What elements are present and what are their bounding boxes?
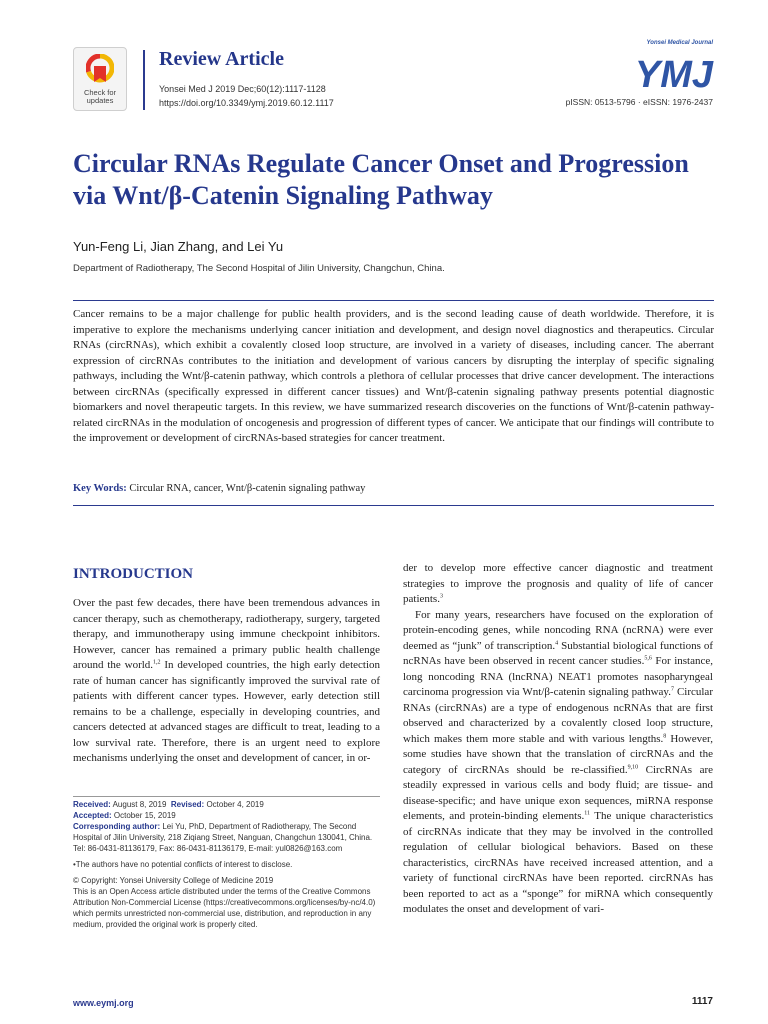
abstract-bottom-rule	[73, 505, 714, 506]
paragraph-text: CircRNAs are steadily expressed in various cells and body fluid; are tissue- and disease-specific; and have unique exon sequences, miRNA response elements, and protein-binding elements.	[403, 763, 713, 822]
journal-name: Yonsei Medical Journal	[646, 40, 713, 46]
header-divider	[143, 50, 145, 110]
badge-line-2: updates	[86, 96, 114, 105]
article-type: Review Article	[159, 48, 284, 70]
footnotes	[73, 799, 383, 935]
citation-marker[interactable]: 3	[439, 593, 443, 600]
affiliation: Department of Radiotherapy, The Second Hospital of Jilin University, Changchun, China.	[73, 263, 445, 274]
ymj-logo	[620, 43, 715, 93]
keywords	[73, 483, 365, 494]
conflict-statement: •The authors have no potential conflicts of interest to disclose.	[73, 860, 293, 869]
paragraph-text: In developed countries, the high early detection rate of human cancer has significantly improved the survival rate of patients with different cancer types. However, early detection still remains to be a challenge, especially in developing countries, and cancers detected at advanced stages are difficult to treat, leading to a low survival rate. Therefore, there is an urgent need to explore mechanisms underlying the onset and development of cancer, in or-	[73, 659, 381, 764]
citation-marker[interactable]: 4	[555, 639, 559, 646]
footnote-rule	[73, 796, 380, 797]
abstract-top-rule	[73, 300, 714, 301]
paragraph-text: For instance, long noncoding RNA (lncRNA) NEAT1 promotes nasopharyngeal carcinoma progression via Wnt/β-catenin signaling pathway.	[403, 655, 713, 698]
received-date: August 8, 2019	[110, 800, 167, 809]
intro-right-paragraph-2	[403, 608, 713, 918]
abstract: Cancer remains to be a major challenge for public health providers, and is the second leading cause of death worldwide. Therefore, it is imperative to explore the mechanisms underlying cancer initiation and development, and design novel diagnostics and therapeutics. Circular RNAs (circRNAs), which exhibit a covalently closed loop structure, are involved in a variety of diseases, including cancer. The aberrant expression of circRNAs contributes to the initiation and development of various cancers by disrupting the interplay of specific signaling pathways, including the Wnt/β-catenin pathway, which controls a plethora of cellular processes that drive cancer development. The interactions between circRNAs (specifically expressed in different cancer tissues) and Wnt/β-catenin signaling pathway presents potential diagnostic biomarkers and novel therapeutic targets. In this review, we have summarized research discoveries on the functions of Wnt/β-catenin pathway-related circRNAs in the modulation of oncogenesis and progression of different types of cancer. We anticipate that our findings will contribute to the improvement or development of circRNAs-based strategies for cancer treatment.	[73, 308, 714, 444]
paragraph-text: Over the past few decades, there have been tremendous advances in cancer therapy, such as chemotherapy, radiotherapy, surgery, targeted therapy, and immunotherapy using immune checkpoint inhibitors. However, cancer has remained a primary public health challenge around the world.	[73, 597, 380, 671]
check-for-updates-badge[interactable]	[73, 47, 127, 111]
citation-block	[159, 82, 334, 110]
citation-marker[interactable]: 5,6	[644, 655, 652, 662]
accepted-label: Accepted:	[73, 811, 112, 820]
accepted-line	[73, 810, 383, 821]
paragraph-text: Circular RNAs (circRNAs) are a type of endogenous ncRNAs that are first observed and characterized by a covalently closed loop structure, which makes them more stable and with various lengths.	[403, 686, 713, 745]
article-title: Circular RNAs Regulate Cancer Onset and Progression via Wnt/β-Catenin Signaling Pathway	[73, 149, 689, 210]
copyright-title: © Copyright: Yonsei University College of Medicine 2019	[73, 876, 274, 885]
keywords-text: Circular RNA, cancer, Wnt/β-catenin signaling pathway	[126, 483, 366, 494]
journal-website-link[interactable]: www.eymj.org	[73, 998, 134, 1008]
intro-left-paragraph	[73, 596, 380, 767]
section-heading-introduction: INTRODUCTION	[73, 566, 194, 582]
citation-marker[interactable]: 11	[584, 810, 591, 817]
badge-line-1: Check for	[83, 88, 117, 97]
paragraph-text: The unique characteristics of circRNAs indicate that they may be involved in the controlled regulation of cellular biological behaviors. Based on these characteristics, circRNAs have received increased attention, and a variety of functional circRNAs have been reported. circRNAs has been reported to act as a “sponge” for miRNA which consequently modulates the onset and development of vari-	[403, 810, 713, 915]
citation-marker[interactable]: 1,2	[153, 659, 161, 666]
received-line	[73, 799, 383, 810]
paragraph-text: der to develop more effective cancer diagnostic and treatment strategies to improve the prognosis and quality of life of cancer patients.	[403, 562, 713, 605]
page-number: 1117	[691, 996, 713, 1007]
received-label: Received:	[73, 800, 111, 809]
keywords-label: Key Words:	[73, 483, 127, 494]
corresponding-author-label: Corresponding author:	[73, 822, 161, 831]
intro-right-column	[403, 561, 713, 918]
citation-marker[interactable]: 8	[663, 732, 667, 739]
corresponding-author-details: Lei Yu, PhD, Department of Radiotherapy, The Second Hospital of Jilin University, 218 Ziqiang Street, Nanguan, Changchun 130041, China. Tel: 86-0431-81136179, Fax: 86-0431-81136179, E-mail: yul0826@163.com	[73, 822, 373, 853]
corresponding-author	[73, 821, 383, 854]
paragraph-text: However, some studies have shown that the translation of circRNAs and the category of circRNAs should be re-classified.	[403, 732, 713, 776]
journal-citation: Yonsei Med J 2019 Dec;60(12):1117-1128	[159, 84, 326, 94]
issn: pISSN: 0513-5796 · eISSN: 1976-2437	[565, 97, 713, 107]
doi-link[interactable]: https://doi.org/10.3349/ymj.2019.60.12.1117	[159, 98, 334, 108]
revised-label: Revised:	[170, 800, 205, 809]
revised-date: October 4, 2019	[204, 800, 264, 809]
paragraph-text: For many years, researchers have focused on the exploration of protein-encoding genes, while noncoding RNA (ncRNA) were ever deemed as “junk” of transcription.	[403, 608, 713, 652]
intro-right-paragraph-1	[403, 561, 713, 608]
check-for-updates-icon	[86, 54, 114, 88]
license-text: This is an Open Access article distributed under the terms of the Creative Commons Attribution Non-Commercial License (https://creativecommons.org/licenses/by-nc/4.0) which permits unrestricted non-commercial use, distribution, and reproduction in any medium, provided the original work is properly cited.	[73, 887, 376, 929]
paragraph-text: Substantial biological functions of ncRNAs have been observed in recent cancer studies.	[403, 639, 713, 667]
citation-marker[interactable]: 7	[670, 686, 674, 693]
logo-text: YMJ	[634, 54, 713, 93]
accepted-date: October 15, 2019	[111, 811, 176, 820]
citation-marker[interactable]: 9,10	[627, 763, 639, 770]
authors: Yun-Feng Li, Jian Zhang, and Lei Yu	[73, 239, 284, 254]
